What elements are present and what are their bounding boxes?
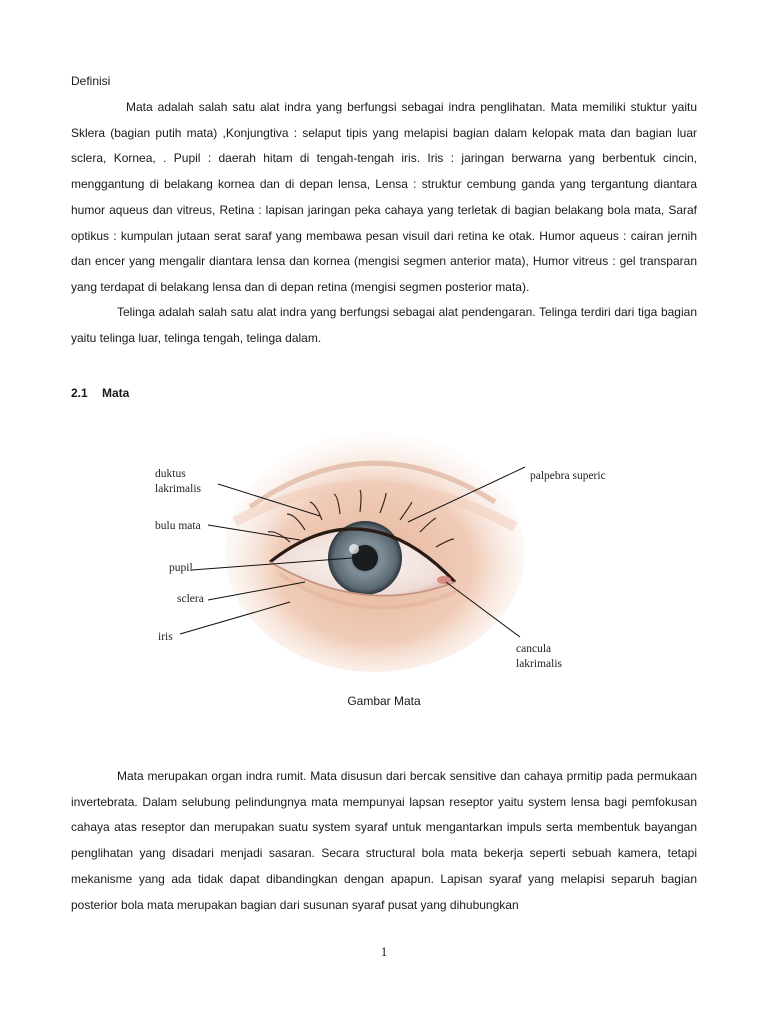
paragraph-struktur: Mata merupakan organ indra rumit. Mata disusun dari bercak sensitive dan cahaya prmitip pada permukaan invertebrata. Dalam selubung pelindungnya mata mempunyai lapsan reseptor yaitu system lensa bagi pemfokusan cahaya atas reseptor dan merupakan suatu system syaraf untuk mengantarkan impuls serta membentuk bayangan penglihatan yang disadari menjadi sasaran. Secara structural bola mata bekerja seperti sebuah kamera, tetapi mekanisme yang ada tidak dapat dibandingkan dengan apapun. Lapisan syaraf yang melapisi separuh bagian posterior bola mata merupakan bagian dari susunan syaraf pusat yang dihubungkan <box>71 769 697 912</box>
eye-figure <box>140 412 620 687</box>
page-number: 1 <box>380 944 388 959</box>
eye-illustration <box>140 412 620 687</box>
label-bulu-mata: bulu mata <box>155 520 201 532</box>
label-palpebra: palpebra superic <box>530 470 606 482</box>
label-cancula-lakrimalis: lakrimalis <box>516 658 562 670</box>
paragraph-telinga: Telinga adalah salah satu alat indra yang berfungsi sebagai alat pendengaran. Telinga terdiri dari tiga bagian yaitu telinga luar, telinga tengah, telinga dalam. <box>71 305 697 345</box>
section-heading <box>71 386 129 400</box>
label-iris: iris <box>158 631 173 643</box>
section-title: Mata <box>102 386 130 400</box>
pupil-highlight <box>349 544 359 554</box>
label-duktus-lakrimalis: lakrimalis <box>155 483 201 495</box>
label-cancula: cancula <box>516 643 552 655</box>
definition-heading: Definisi <box>71 74 111 88</box>
figure-caption: Gambar Mata <box>347 694 421 708</box>
label-pupil: pupil <box>169 562 193 574</box>
caruncle <box>437 576 451 584</box>
label-sclera: sclera <box>177 593 204 605</box>
section-number: 2.1 <box>71 386 88 400</box>
paragraph-mata: Mata adalah salah satu alat indra yang berfungsi sebagai indra penglihatan. Mata memiliki stuktur yaitu Sklera (bagian putih mata) ,Konjungtiva : selaput tipis yang melapisi bagian dalam kelopak mata dan bagian luar sclera, Kornea, . Pupil : daerah hitam di tengah-tengah iris. Iris : jaringan berwarna yang berbentuk cincin, menggantung di belakang kornea dan di depan lensa, Lensa : struktur cembung ganda yang tergantung diantara humor aqueus dan vitreus, Retina : lapisan jaringan peka cahaya yang terletak di bagian belakang bola mata, Saraf optikus : kumpulan jutaan serat saraf yang membawa pesan visuil dari retina ke otak. Humor aqueus : cairan jernih dan encer yang mengalir diantara lensa dan kornea (mengisi segmen anterior mata), Humor vitreus : gel transparan yang terdapat di belakang lensa dan di depan retina (mengisi segmen posterior mata). <box>71 100 697 294</box>
label-duktus: duktus <box>155 468 186 480</box>
